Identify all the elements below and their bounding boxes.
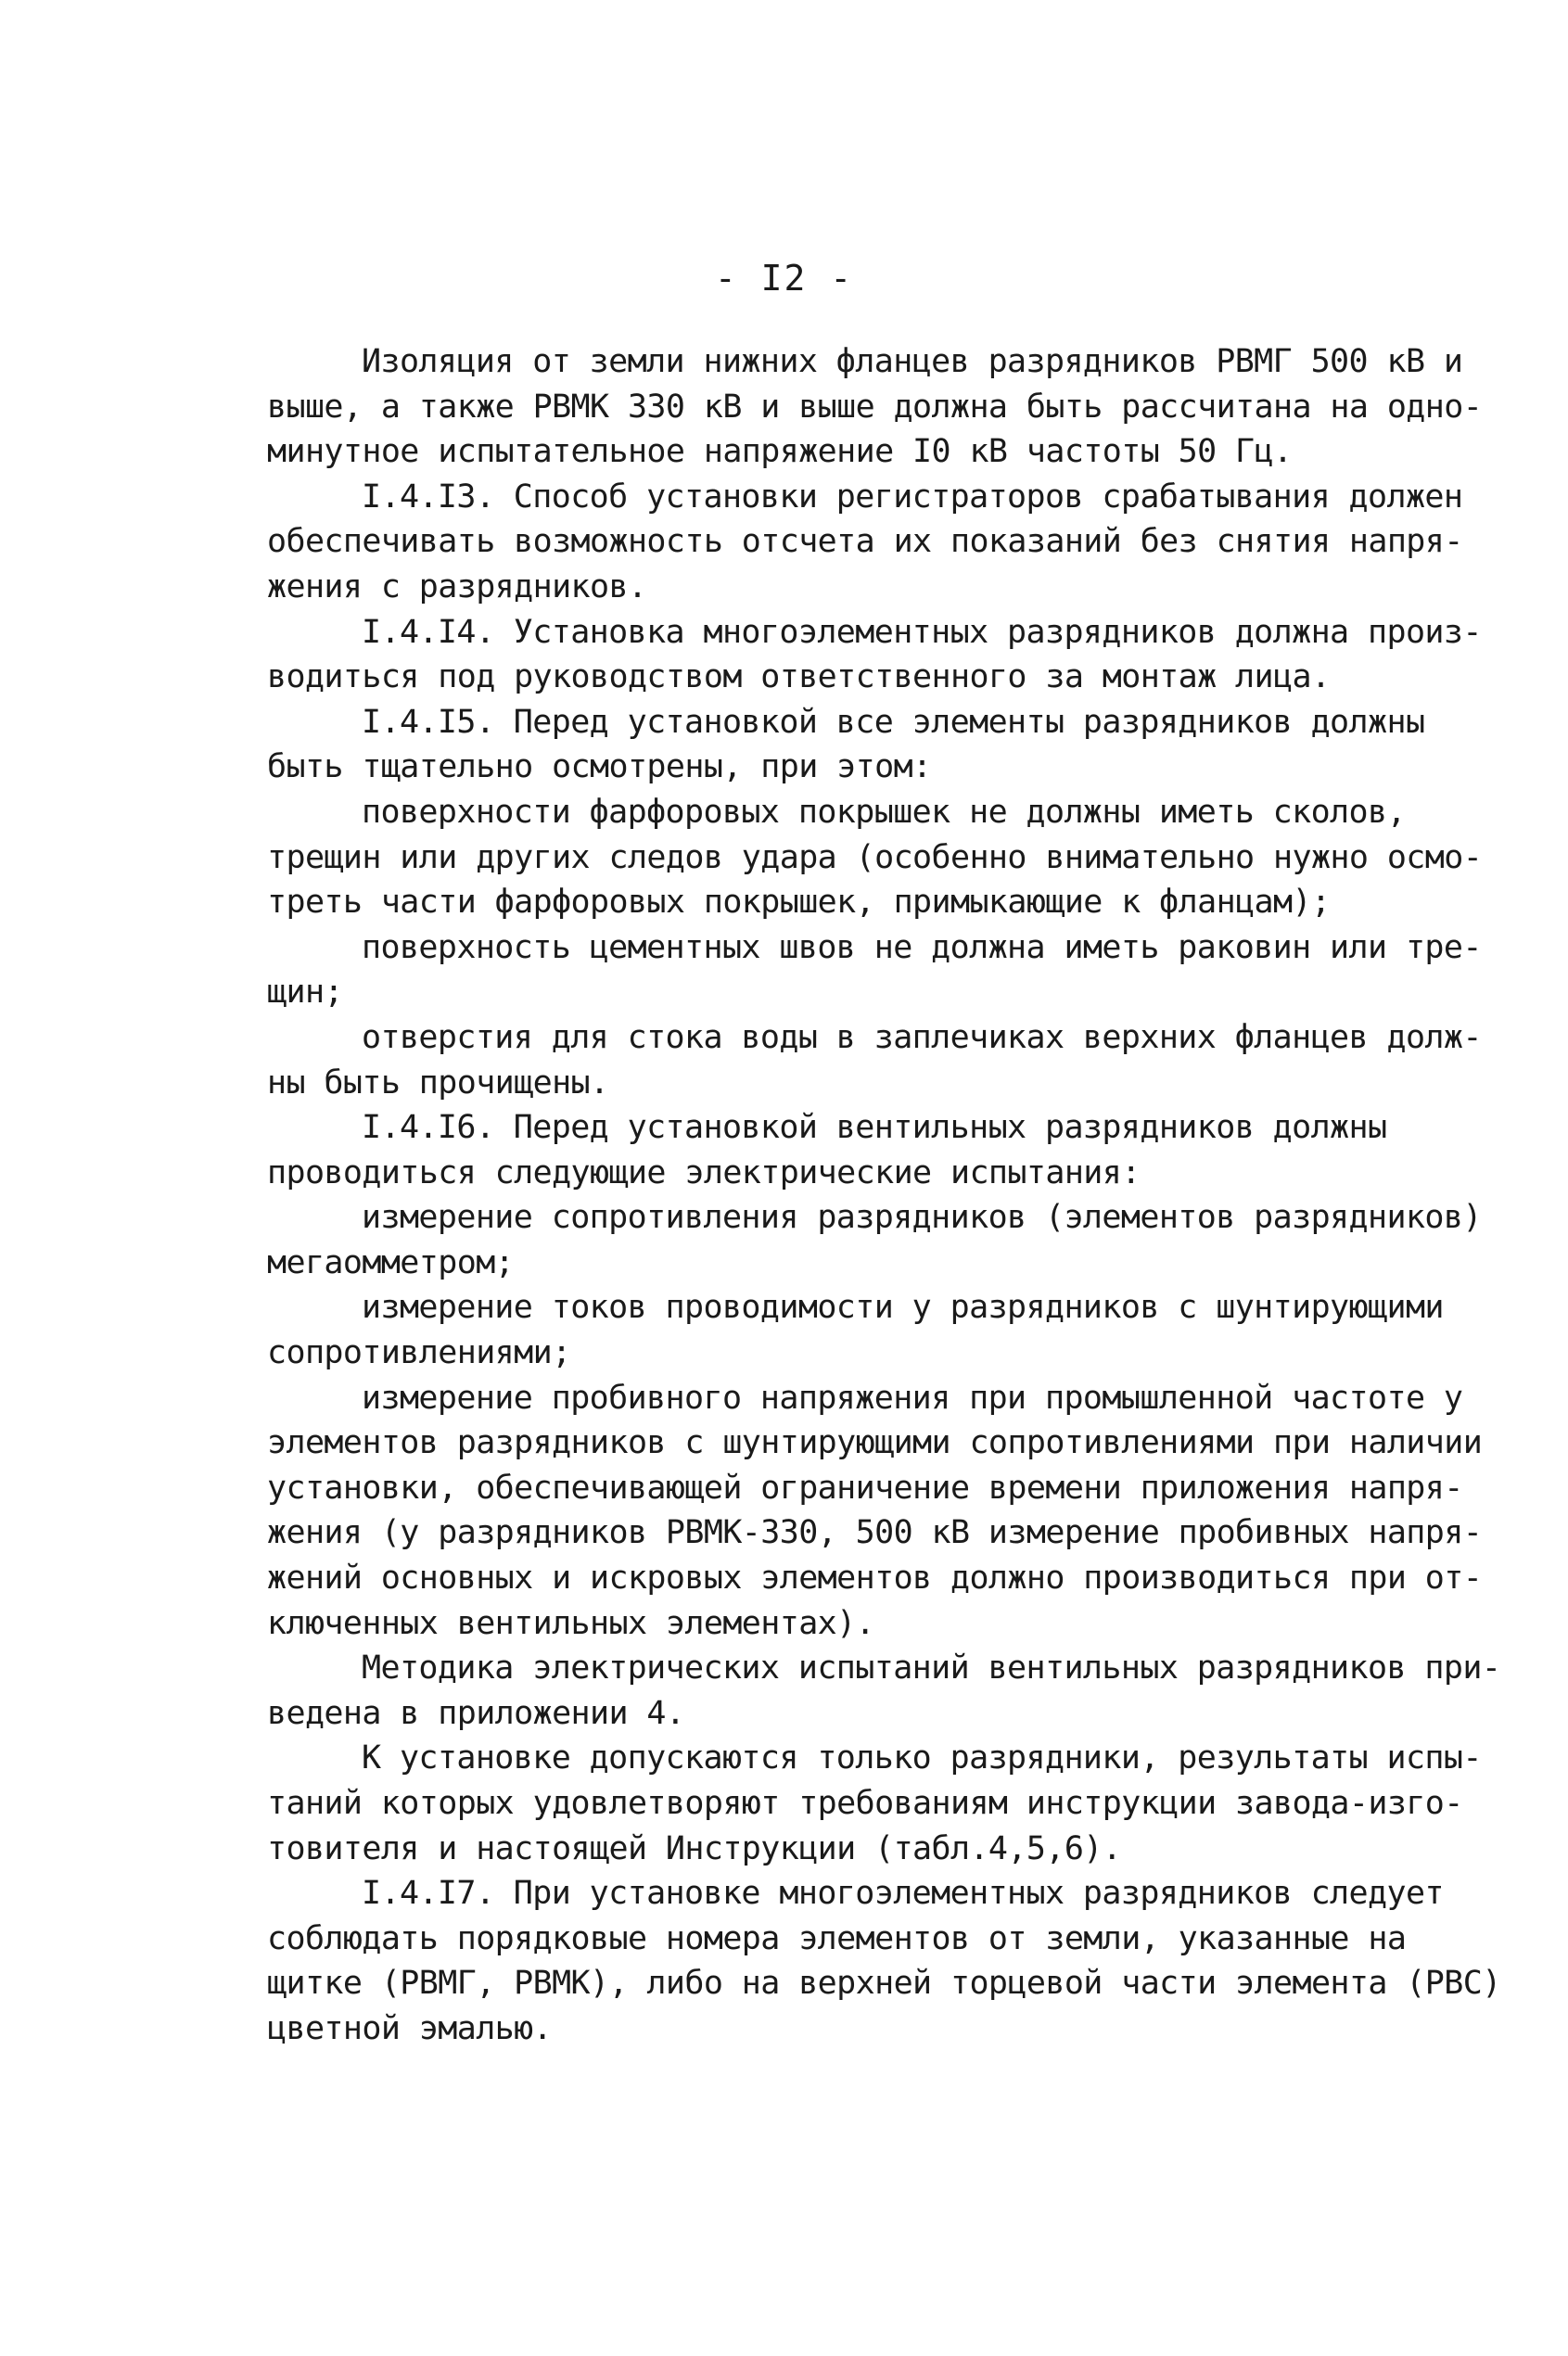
text-line: I.4.I5. Перед установкой все элементы разрядников должны [362, 703, 1425, 741]
text-line: измерение пробивного напряжения при промышленной частоте у [362, 1379, 1463, 1417]
text-line: щин; [267, 974, 343, 1012]
text-line: установки, обеспечивающей ограничение времени приложения напря- [267, 1469, 1463, 1507]
text-line: мегаомметром; [267, 1243, 515, 1281]
text-line: I.4.I7. При установке многоэлементных разрядников следует [362, 1875, 1444, 1913]
text-line: выше, а также РВМК 330 кВ и выше должна быть рассчитана на одно- [267, 388, 1483, 426]
text-line: минутное испытательное напряжение I0 кВ частоты 50 Гц. [267, 433, 1293, 471]
text-line: жений основных и искровых элементов должно производиться при от- [267, 1560, 1483, 1598]
text-line: щитке (РВМГ, РВМК), либо на верхней торцевой части элемента (РВС) [267, 1965, 1501, 2003]
text-line: жения с разрядников. [267, 567, 647, 605]
text-line: ны быть прочищены. [267, 1063, 609, 1102]
text-line: трещин или других следов удара (особенно внимательно нужно осмо- [267, 838, 1483, 876]
text-line: Методика электрических испытаний вентильных разрядников при- [362, 1649, 1501, 1687]
text-line: сопротивлениями; [267, 1334, 571, 1372]
text-line: проводиться следующие электрические испытания: [267, 1153, 1141, 1191]
text-line: быть тщательно осмотрены, при этом: [267, 748, 932, 786]
text-line: элементов разрядников с шунтирующими сопротивлениями при наличии [267, 1424, 1483, 1462]
text-line: цветной эмалью. [267, 2009, 553, 2047]
text-line: отверстия для стока воды в заплечиках верхних фланцев долж- [362, 1018, 1482, 1056]
text-line: I.4.I3. Способ установки регистраторов срабатывания должен [362, 478, 1463, 516]
text-line: ключенных вентильных элементах). [267, 1604, 875, 1642]
text-line: водиться под руководством ответственного за монтаж лица. [267, 658, 1331, 696]
text-line: жения (у разрядников РВМК-330, 500 кВ измерение пробивных напря- [267, 1514, 1483, 1552]
text-line: соблюдать порядковые номера элементов от земли, указанные на [267, 1919, 1407, 1957]
text-line: измерение сопротивления разрядников (элементов разрядников) [362, 1199, 1482, 1237]
page-number: - I2 - [714, 258, 854, 299]
body-text [267, 339, 1501, 2052]
text-line: поверхность цементных швов не должна иметь раковин или тре- [362, 928, 1482, 966]
text-line: обеспечивать возможность отсчета их показаний без снятия напря- [267, 523, 1463, 561]
text-line: I.4.I4. Установка многоэлементных разрядников должна произ- [362, 613, 1482, 651]
text-line: измерение токов проводимости у разрядников с шунтирующими [362, 1289, 1444, 1327]
text-line: поверхности фарфоровых покрышек не должны иметь сколов, [362, 793, 1406, 831]
text-line: Изоляция от земли нижних фланцев разрядников РВМГ 500 кВ и [362, 343, 1463, 380]
text-line: треть части фарфоровых покрышек, примыкающие к фланцам); [267, 884, 1331, 922]
text-line: таний которых удовлетворяют требованиям инструкции завода-изго- [267, 1785, 1463, 1822]
text-line: товителя и настоящей Инструкции (табл.4,5,6). [267, 1829, 1122, 1867]
text-line: ведена в приложении 4. [267, 1694, 685, 1732]
text-line: К установке допускаются только разрядники, результаты испы- [362, 1739, 1482, 1777]
text-line: I.4.I6. Перед установкой вентильных разрядников должны [362, 1109, 1387, 1147]
